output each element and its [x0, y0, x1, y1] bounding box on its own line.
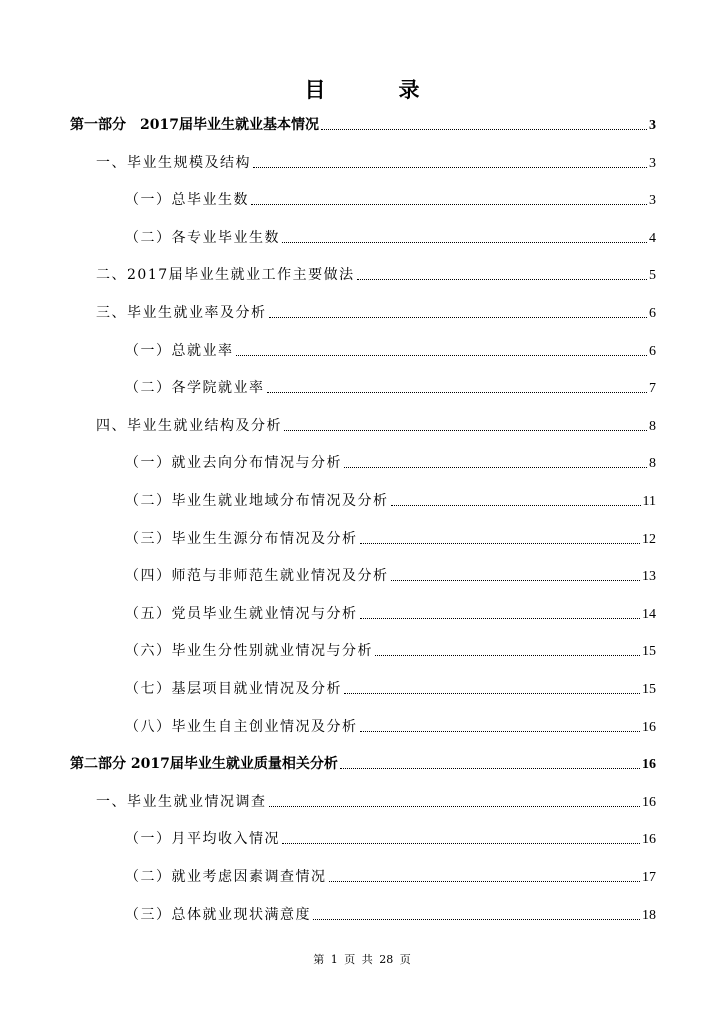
toc-entry-label: （三）总体就业现状满意度	[125, 906, 311, 923]
toc-entry-label: （二）各专业毕业生数	[125, 229, 280, 246]
dot-leader	[253, 166, 647, 168]
toc-entry-label: （一）总就业率	[125, 342, 234, 359]
toc-subsection-item[interactable]	[125, 904, 656, 928]
toc-page-number: 16	[642, 832, 656, 848]
toc-entry-label: 四、毕业生就业结构及分析	[96, 417, 282, 434]
toc-subsection-item[interactable]	[125, 340, 656, 364]
toc-page-number: 12	[642, 531, 656, 547]
dot-leader	[357, 278, 647, 280]
dot-leader	[329, 880, 641, 882]
toc-entry-label: （一）月平均收入情况	[125, 831, 280, 848]
toc-section-item[interactable]	[96, 791, 656, 815]
toc-part-heading[interactable]	[70, 114, 656, 138]
toc-section-item[interactable]	[96, 302, 656, 326]
toc-part-heading[interactable]	[70, 753, 656, 777]
toc-subsection-item[interactable]	[125, 640, 656, 664]
toc-entry-label: （二）各学院就业率	[125, 380, 265, 397]
dot-leader	[391, 579, 641, 581]
dot-leader	[269, 805, 641, 807]
toc-entry-label: 一、毕业生规模及结构	[96, 154, 251, 171]
page-footer: 第 1 页 共 28 页	[313, 953, 411, 966]
toc-subsection-item[interactable]	[125, 678, 656, 702]
dot-leader	[360, 730, 641, 732]
toc-subsection-item[interactable]	[125, 565, 656, 589]
toc-page-number: 15	[642, 644, 656, 660]
toc-subsection-item[interactable]	[125, 490, 656, 514]
toc-section-item[interactable]	[96, 264, 656, 288]
toc-entry-label: （二）就业考虑因素调查情况	[125, 869, 327, 885]
toc-subsection-item[interactable]	[125, 528, 656, 552]
toc-page-number: 3	[649, 155, 656, 171]
toc-page-number: 6	[649, 306, 656, 321]
dot-leader	[344, 692, 640, 694]
dot-leader	[321, 128, 647, 130]
toc-subsection-item[interactable]	[125, 866, 656, 890]
toc-page-number: 13	[642, 569, 656, 585]
toc-entry-label: （七）基层项目就业情况及分析	[125, 681, 342, 697]
toc-page-number: 16	[642, 757, 656, 773]
toc-entry-label: 三、毕业生就业率及分析	[96, 305, 267, 321]
toc-page-number: 18	[642, 907, 656, 923]
dot-leader	[284, 429, 647, 431]
page-title: 目 录	[304, 77, 446, 102]
dot-leader	[267, 391, 648, 393]
toc-page-number: 4	[649, 230, 656, 246]
toc-page-number: 6	[649, 343, 656, 359]
toc-subsection-item[interactable]	[125, 828, 656, 852]
toc-entry-label: （一）总毕业生数	[125, 192, 249, 209]
toc-subsection-item[interactable]	[125, 189, 656, 213]
toc-entry-label: 一、毕业生就业情况调查	[96, 793, 267, 810]
toc-section-item[interactable]	[96, 415, 656, 439]
toc-entry-label: 第一部分 2017届毕业生就业基本情况	[70, 117, 319, 133]
toc-subsection-item[interactable]	[125, 603, 656, 627]
dot-leader	[313, 918, 640, 920]
toc-page-number: 16	[642, 719, 656, 735]
toc-page-number: 11	[642, 494, 656, 509]
dot-leader	[251, 203, 647, 205]
toc-entry-label: （四）师范与非师范生就业情况及分析	[125, 568, 389, 585]
toc-section-item[interactable]	[96, 152, 656, 176]
dot-leader	[360, 542, 641, 544]
dot-leader	[360, 617, 641, 619]
toc-entry-label: （三）毕业生生源分布情况及分析	[125, 530, 358, 547]
toc-entry-label: （五）党员毕业生就业情况与分析	[125, 605, 358, 622]
toc-page-number: 3	[649, 118, 656, 133]
toc-subsection-item[interactable]	[125, 227, 656, 251]
toc-page-number: 8	[649, 456, 656, 472]
toc-entry-label: 二、2017届毕业生就业工作主要做法	[96, 267, 355, 284]
toc-entry-label: （一）就业去向分布情况与分析	[125, 455, 342, 472]
toc-page-number: 5	[649, 268, 656, 284]
toc-page-number: 15	[642, 682, 656, 697]
toc-entry-label: （六）毕业生分性别就业情况与分析	[125, 643, 373, 660]
toc-subsection-item[interactable]	[125, 716, 656, 740]
toc-page-number: 3	[649, 193, 656, 209]
dot-leader	[375, 654, 640, 656]
dot-leader	[340, 767, 640, 769]
toc-page-number: 14	[642, 606, 656, 622]
toc-entry-label: （二）毕业生就业地域分布情况及分析	[125, 493, 389, 509]
toc-entry-label: （八）毕业生自主创业情况及分析	[125, 718, 358, 735]
dot-leader	[269, 316, 648, 318]
toc-entry-label: 第二部分 2017届毕业生就业质量相关分析	[70, 756, 338, 773]
toc-page-number: 17	[642, 870, 656, 885]
toc-subsection-item[interactable]	[125, 377, 656, 401]
toc-page-number: 7	[649, 381, 656, 397]
toc-page-number: 16	[642, 794, 656, 810]
dot-leader	[282, 241, 647, 243]
dot-leader	[236, 354, 648, 356]
toc-page-number: 8	[649, 418, 656, 434]
dot-leader	[391, 504, 641, 506]
dot-leader	[282, 842, 640, 844]
dot-leader	[344, 466, 647, 468]
toc-subsection-item[interactable]	[125, 452, 656, 476]
